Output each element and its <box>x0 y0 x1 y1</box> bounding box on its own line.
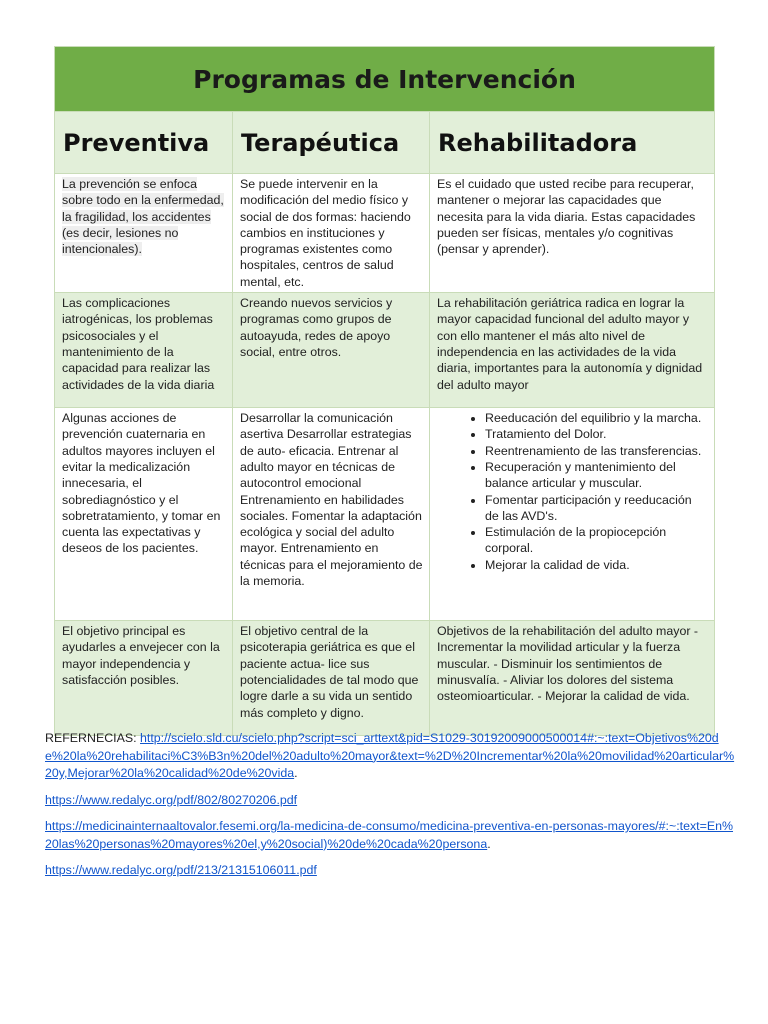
references-label: REFERNECIAS: <box>45 731 141 745</box>
table-row <box>55 174 715 293</box>
reference-punct: . <box>487 836 491 851</box>
references-section <box>45 730 735 889</box>
table-row <box>55 621 715 736</box>
header-rehabilitadora: Rehabilitadora <box>430 112 715 174</box>
list-item: • Mejorar la calidad de vida. <box>485 557 708 573</box>
header-terapeutica: Terapéutica <box>233 112 430 174</box>
cell-text: La prevención se enfoca sobre todo en la enfermedad, la fragilidad, los accidentes (es decir, lesiones no intencionales). <box>62 177 224 257</box>
cell-terapeutica: El objetivo central de la psicoterapia geriátrica es que el paciente actua- lice sus potencialidades de tal modo que logre darle a su vida un sentido más completo y digno. <box>233 621 430 736</box>
reference-punct: . <box>294 766 298 780</box>
table-title: Programas de Intervención <box>55 47 715 112</box>
list-item: • Reentrenamiento de las transferencias. <box>485 443 708 459</box>
reference-2 <box>45 792 735 810</box>
cell-rehabilitadora: La rehabilitación geriátrica radica en lograr la mayor capacidad funcional del adulto mayor y con ello mantener el más alto nivel de independencia en las actividades de la vida diaria, importantes para la autonomía y dignidad del adulto mayor <box>430 293 715 408</box>
reference-link[interactable]: http://scielo.sld.cu/scielo.php?script=sci_arttext&pid=S1029-30192009000500014#:~:text=Objetivos%20de%20la%20rehabilitaci%C3%B3n%20del%20adulto%20mayor&text=%2D%20Incrementar%20la%20movilidad%20articular%20y,Mejorar%20la%20calidad%20de%20vida <box>45 731 735 780</box>
cell-rehabilitadora: Es el cuidado que usted recibe para recuperar, mantener o mejorar las capacidades que necesita para la vida diaria. Estas capacidades pueden ser físicas, mentales y/o cognitivas (pensar y aprender). <box>430 174 715 293</box>
reference-4 <box>45 862 735 880</box>
cell-rehabilitadora: Objetivos de la rehabilitación del adulto mayor - Incrementar la movilidad articular y la fuerza muscular. - Disminuir los sentimientos de minusvalía. - Aliviar los dolores del sistema osteomioarticular. - Mejorar la calidad de vida. <box>430 621 715 736</box>
reference-link[interactable]: https://www.redalyc.org/pdf/213/21315106011.pdf <box>45 863 317 877</box>
cell-preventiva: Algunas acciones de prevención cuaternaria en adultos mayores incluyen el evitar la medicalización innecesaria, el sobrediagnóstico y el sobretratamiento, y tomar en cuenta las expectativas y deseos de los pacientes. <box>55 408 233 621</box>
table-row <box>55 408 715 621</box>
list-item: • Tratamiento del Dolor. <box>485 426 708 442</box>
reference-link[interactable]: https://medicinainternaaltovalor.fesemi.org/la-medicina-de-consumo/medicina-preventiva-en-personas-mayores/#:~:text=En%20las%20personas%20mayores%20el,y%20social)%20de%20cada%20persona <box>45 819 734 851</box>
cell-terapeutica: Se puede intervenir en la modificación del medio físico y social de dos formas: haciendo cambios en instituciones y programas existentes como hospitales, centros de salud mental, etc. <box>233 174 430 293</box>
list-item: • Fomentar participación y reeducación de las AVD's. <box>485 492 708 525</box>
reference-link[interactable]: https://www.redalyc.org/pdf/802/80270206.pdf <box>45 792 298 807</box>
cell-rehabilitadora <box>430 408 715 621</box>
list-item: • Estimulación de la propiocepción corporal. <box>485 524 708 557</box>
list-item: • Reeducación del equilibrio y la marcha. <box>485 410 708 426</box>
cell-terapeutica: Creando nuevos servicios y programas como grupos de autoayuda, redes de apoyo social, entre otros. <box>233 293 430 408</box>
intervention-table <box>54 46 715 736</box>
rehab-bullet-list <box>437 410 708 573</box>
cell-terapeutica: Desarrollar la comunicación asertiva Desarrollar estrategias de auto- eficacia. Entrenar al adulto mayor en técnicas de autocontrol emocional Entrenamiento en habilidades sociales. Fomentar la adaptación ecológica y social del adulto mayor. Entrenamiento en técnicas para el mejoramiento de la memoria. <box>233 408 430 621</box>
cell-preventiva: Las complicaciones iatrogénicas, los problemas psicosociales y el mantenimiento de la capacidad para realizar las actividades de la vida diaria <box>55 293 233 408</box>
cell-preventiva <box>55 174 233 293</box>
reference-1 <box>45 730 735 783</box>
header-preventiva: Preventiva <box>55 112 233 174</box>
cell-preventiva: El objetivo principal es ayudarles a envejecer con la mayor independencia y satisfacción posibles. <box>55 621 233 736</box>
list-item: • Recuperación y mantenimiento del balance articular y muscular. <box>485 459 708 492</box>
reference-3 <box>45 818 735 853</box>
table-row <box>55 293 715 408</box>
